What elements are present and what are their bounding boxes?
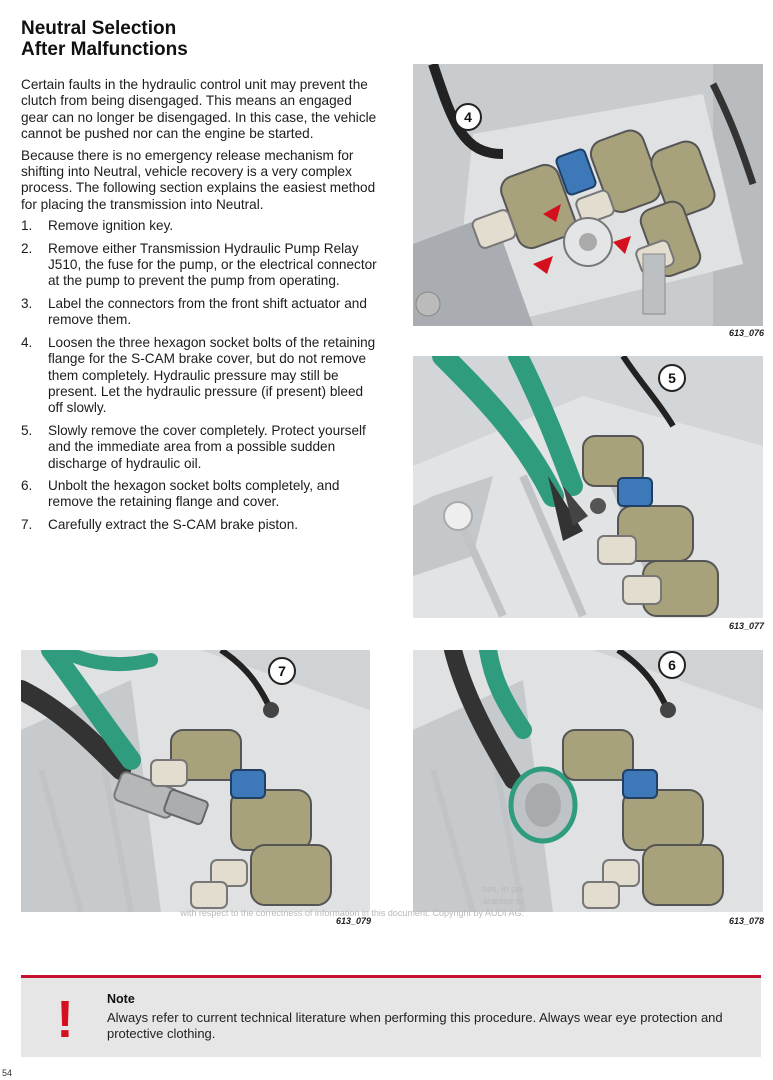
watermark-line-2: arantee or xyxy=(482,896,524,906)
figure-6-caption: 613_078 xyxy=(728,916,764,926)
step-item xyxy=(21,335,377,417)
step-item xyxy=(21,296,377,329)
body-text xyxy=(21,77,377,539)
step-text: Carefully extract the S-CAM brake piston. xyxy=(48,516,299,532)
step-text: Remove either Transmission Hydraulic Pump Relay J510, the fuse for the pump, or the electrical connector at the pump to prevent the pump from operating. xyxy=(48,240,377,289)
page-title-line-1: Neutral Selection xyxy=(21,18,177,39)
step-number: 7. xyxy=(21,516,33,532)
procedure-steps xyxy=(21,218,377,533)
figure-5-caption: 613_077 xyxy=(728,621,764,631)
figure-4-badge: 4 xyxy=(454,103,482,131)
step-number: 2. xyxy=(21,240,33,256)
step-item xyxy=(21,241,377,290)
figure-7-illustration xyxy=(21,650,370,912)
figure-5-illustration xyxy=(413,356,763,618)
figure-6-badge: 6 xyxy=(658,651,686,679)
step-text: Slowly remove the cover completely. Protect yourself and the immediate area from a possible sudden discharge of hydraulic oil. xyxy=(48,422,366,471)
watermark-line-1: ses, in par xyxy=(482,884,524,894)
step-number: 1. xyxy=(21,218,33,234)
cover-removal-drawing xyxy=(413,650,763,912)
exclamation-icon: ! xyxy=(56,991,74,1049)
figure-7-caption: 613_079 xyxy=(335,916,371,926)
step-text: Loosen the three hexagon socket bolts of the retaining flange for the S-CAM brake cover, but do not remove them completely. Hydraulic pressure may still be present. Let the hydraulic pressure (if present) bleed off slowly. xyxy=(48,334,376,416)
figure-6-illustration xyxy=(413,650,763,912)
step-number: 4. xyxy=(21,334,33,350)
step-number: 6. xyxy=(21,477,33,493)
step-item xyxy=(21,478,377,511)
step-text: Unbolt the hexagon socket bolts completely, and remove the retaining flange and cover. xyxy=(48,477,340,510)
watermark-line-3: with respect to the correctness of information in this document. Copyright by AUDI AG. xyxy=(180,908,524,918)
figure-7-badge: 7 xyxy=(268,657,296,685)
step-item xyxy=(21,218,377,234)
figure-4-caption: 613_076 xyxy=(728,328,764,338)
page-title xyxy=(21,18,401,60)
step-text: Label the connectors from the front shift actuator and remove them. xyxy=(48,295,367,328)
figure-5-badge: 5 xyxy=(658,364,686,392)
step-number: 5. xyxy=(21,422,33,438)
piston-extraction-drawing xyxy=(21,650,370,912)
step-item xyxy=(21,423,377,472)
note-box xyxy=(21,975,761,1057)
note-text: Always refer to current technical literature when performing this procedure. Always wear eye protection and protective clothing. xyxy=(107,1010,723,1041)
page-title-line-2: After Malfunctions xyxy=(21,39,188,60)
note-heading: Note xyxy=(107,992,135,1006)
intro-paragraph-1: Certain faults in the hydraulic control unit may prevent the clutch from being disengaged. This means an engaged gear can no longer be disengaged. In this case, the vehicle cannot be pushed nor can the engine be started. xyxy=(21,77,377,142)
shift-actuator-removal-drawing xyxy=(413,356,763,618)
step-text: Remove ignition key. xyxy=(48,218,174,234)
step-number: 3. xyxy=(21,295,33,311)
copyright-watermark xyxy=(104,883,524,919)
intro-paragraph-2: Because there is no emergency release mechanism for shifting into Neutral, vehicle recovery is a very complex process. The following section explains the easiest method for placing the transmission into Neutral. xyxy=(21,147,376,212)
step-item xyxy=(21,517,377,533)
page-number: 54 xyxy=(2,1068,13,1078)
